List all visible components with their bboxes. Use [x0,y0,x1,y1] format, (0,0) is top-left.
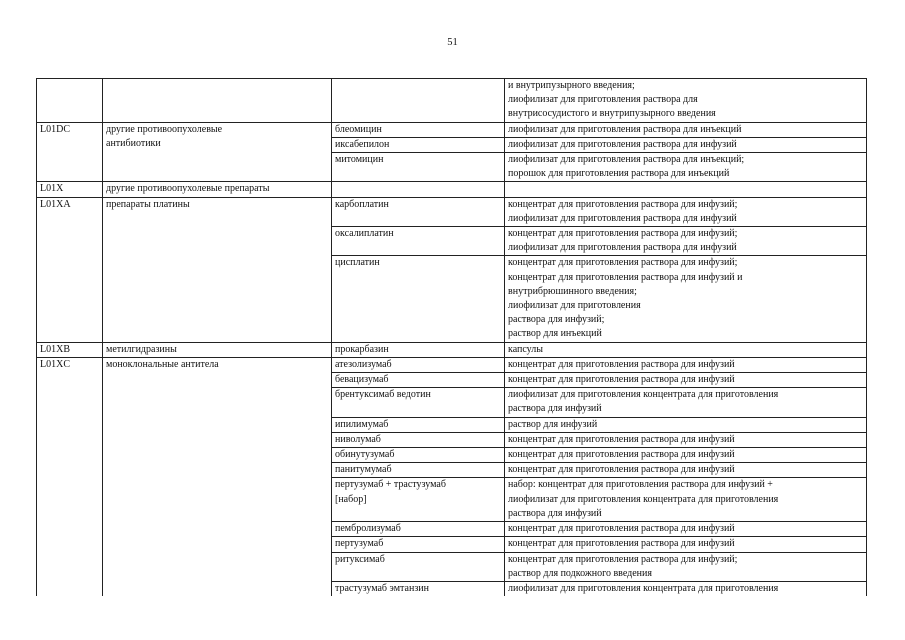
drug-name-cell: пертузумаб [332,537,505,552]
dosage-form-cell [505,432,867,447]
atc-group-cell: другие противоопухолевые препараты [103,182,332,197]
drug-name-cell [332,478,505,522]
atc-group-cell [103,122,332,182]
dosage-form-cell [505,79,867,123]
dosage-form-cell [505,197,867,226]
atc-code-cell: L01XA [37,197,103,342]
cell-line: другие противоопухолевые [106,123,223,135]
cell-line: концентрат для приготовления раствора для инфузий и [508,271,743,283]
cell-line: раствора для инфузий [508,507,602,519]
atc-group-cell: метилгидразины [103,342,332,357]
cell-line: лиофилизат для приготовления [508,300,641,312]
cell-line: концентрат для приготовления раствора для инфузий [508,464,735,476]
cell-line: лиофилизат для приготовления раствора для инфузий [508,138,737,150]
cell-line: лиофилизат для приготовления раствора для инфузий [508,212,737,224]
atc-code-cell: L01XC [37,357,103,596]
drug-name-cell: пембролизумаб [332,522,505,537]
cell-line: внутрибрюшинного введения; [508,285,637,297]
dosage-form-cell [505,448,867,463]
cell-line: концентрат для приготовления раствора для инфузий [508,538,735,550]
drug-name-cell [332,79,505,123]
dosage-form-cell [505,417,867,432]
cell-line: концентрат для приготовления раствора для инфузий; [508,257,738,269]
atc-code-cell: L01X [37,182,103,197]
cell-line: лиофилизат для приготовления раствора для инъекций [508,123,742,135]
drug-name-cell: трастузумаб эмтанзин [332,581,505,596]
drug-name-cell: панитумумаб [332,463,505,478]
dosage-form-cell [505,227,867,256]
cell-line: набор: концентрат для приготовления раствора для инфузий + [508,479,773,491]
cell-line: лиофилизат для приготовления раствора для [508,94,698,106]
dosage-form-cell [505,182,867,197]
cell-line: лиофилизат для приготовления концентрата для приготовления [508,389,779,401]
drug-name-cell: митомицин [332,153,505,182]
cell-line: раствора для инфузий; [508,314,605,326]
cell-line: концентрат для приготовления раствора для инфузий; [508,198,738,210]
cell-line: лиофилизат для приготовления концентрата для приготовления [508,582,779,594]
dosage-form-cell [505,153,867,182]
dosage-form-cell [505,137,867,152]
dosage-form-cell [505,373,867,388]
dosage-form-cell [505,388,867,417]
dosage-form-cell [505,552,867,581]
drug-name-cell: карбоплатин [332,197,505,226]
medication-table [36,78,867,596]
cell-line: концентрат для приготовления раствора для инфузий [508,433,735,445]
cell-line: антибиотики [106,137,161,149]
cell-line: раствор для инфузий [508,418,598,430]
dosage-form-cell [505,122,867,137]
drug-name-cell: оксалиплатин [332,227,505,256]
drug-name-cell: иксабепилон [332,137,505,152]
table-row [37,79,867,123]
dosage-form-cell [505,256,867,342]
cell-line: концентрат для приготовления раствора для инфузий [508,523,735,535]
cell-line: раствора для инфузий [508,403,602,415]
table-row [37,197,867,226]
atc-group-cell: препараты платины [103,197,332,342]
dosage-form-cell [505,522,867,537]
atc-group-cell [103,79,332,123]
drug-name-cell: брентуксимаб ведотин [332,388,505,417]
dosage-form-cell [505,537,867,552]
table-row [37,122,867,137]
table-row [37,342,867,357]
table-body [37,79,867,597]
drug-name-cell: цисплатин [332,256,505,342]
drug-name-cell: атезолизумаб [332,357,505,372]
cell-line: концентрат для приготовления раствора для инфузий [508,449,735,461]
cell-line: лиофилизат для приготовления раствора для инъекций; [508,154,745,166]
dosage-form-cell [505,357,867,372]
cell-line: концентрат для приготовления раствора для инфузий; [508,228,738,240]
table-row [37,182,867,197]
cell-line: порошок для приготовления раствора для инъекций [508,168,730,180]
atc-code-cell: L01XB [37,342,103,357]
dosage-form-cell [505,478,867,522]
cell-line: лиофилизат для приготовления раствора для инфузий [508,242,737,254]
cell-line: концентрат для приготовления раствора для инфузий; [508,553,738,565]
atc-code-cell [37,79,103,123]
cell-line: лиофилизат для приготовления концентрата для приготовления [508,493,779,505]
cell-line: капсулы [508,343,543,355]
drug-name-cell: ипилимумаб [332,417,505,432]
table-row [37,357,867,372]
dosage-form-cell [505,463,867,478]
cell-line: раствор для инъекций [508,328,602,340]
dosage-form-cell [505,342,867,357]
cell-line: и внутрипузырного введения; [508,80,635,91]
cell-line: концентрат для приготовления раствора для инфузий [508,358,735,370]
drug-name-cell: ниволумаб [332,432,505,447]
drug-name-cell: ритуксимаб [332,552,505,581]
drug-name-cell: блеомицин [332,122,505,137]
cell-line: [набор] [335,493,367,505]
page-number: 51 [447,37,458,48]
atc-code-cell: L01DC [37,122,103,182]
drug-name-cell [332,182,505,197]
cell-line: раствор для подкожного введения [508,567,652,579]
drug-name-cell: прокарбазин [332,342,505,357]
cell-line: концентрат для приготовления раствора для инфузий [508,374,735,386]
drug-name-cell: обинутузумаб [332,448,505,463]
atc-group-cell: моноклональные антитела [103,357,332,596]
drug-name-cell: бевацизумаб [332,373,505,388]
cell-line: пертузумаб + трастузумаб [335,479,446,491]
dosage-form-cell [505,581,867,596]
cell-line: внутрисосудистого и внутрипузырного введения [508,108,716,120]
